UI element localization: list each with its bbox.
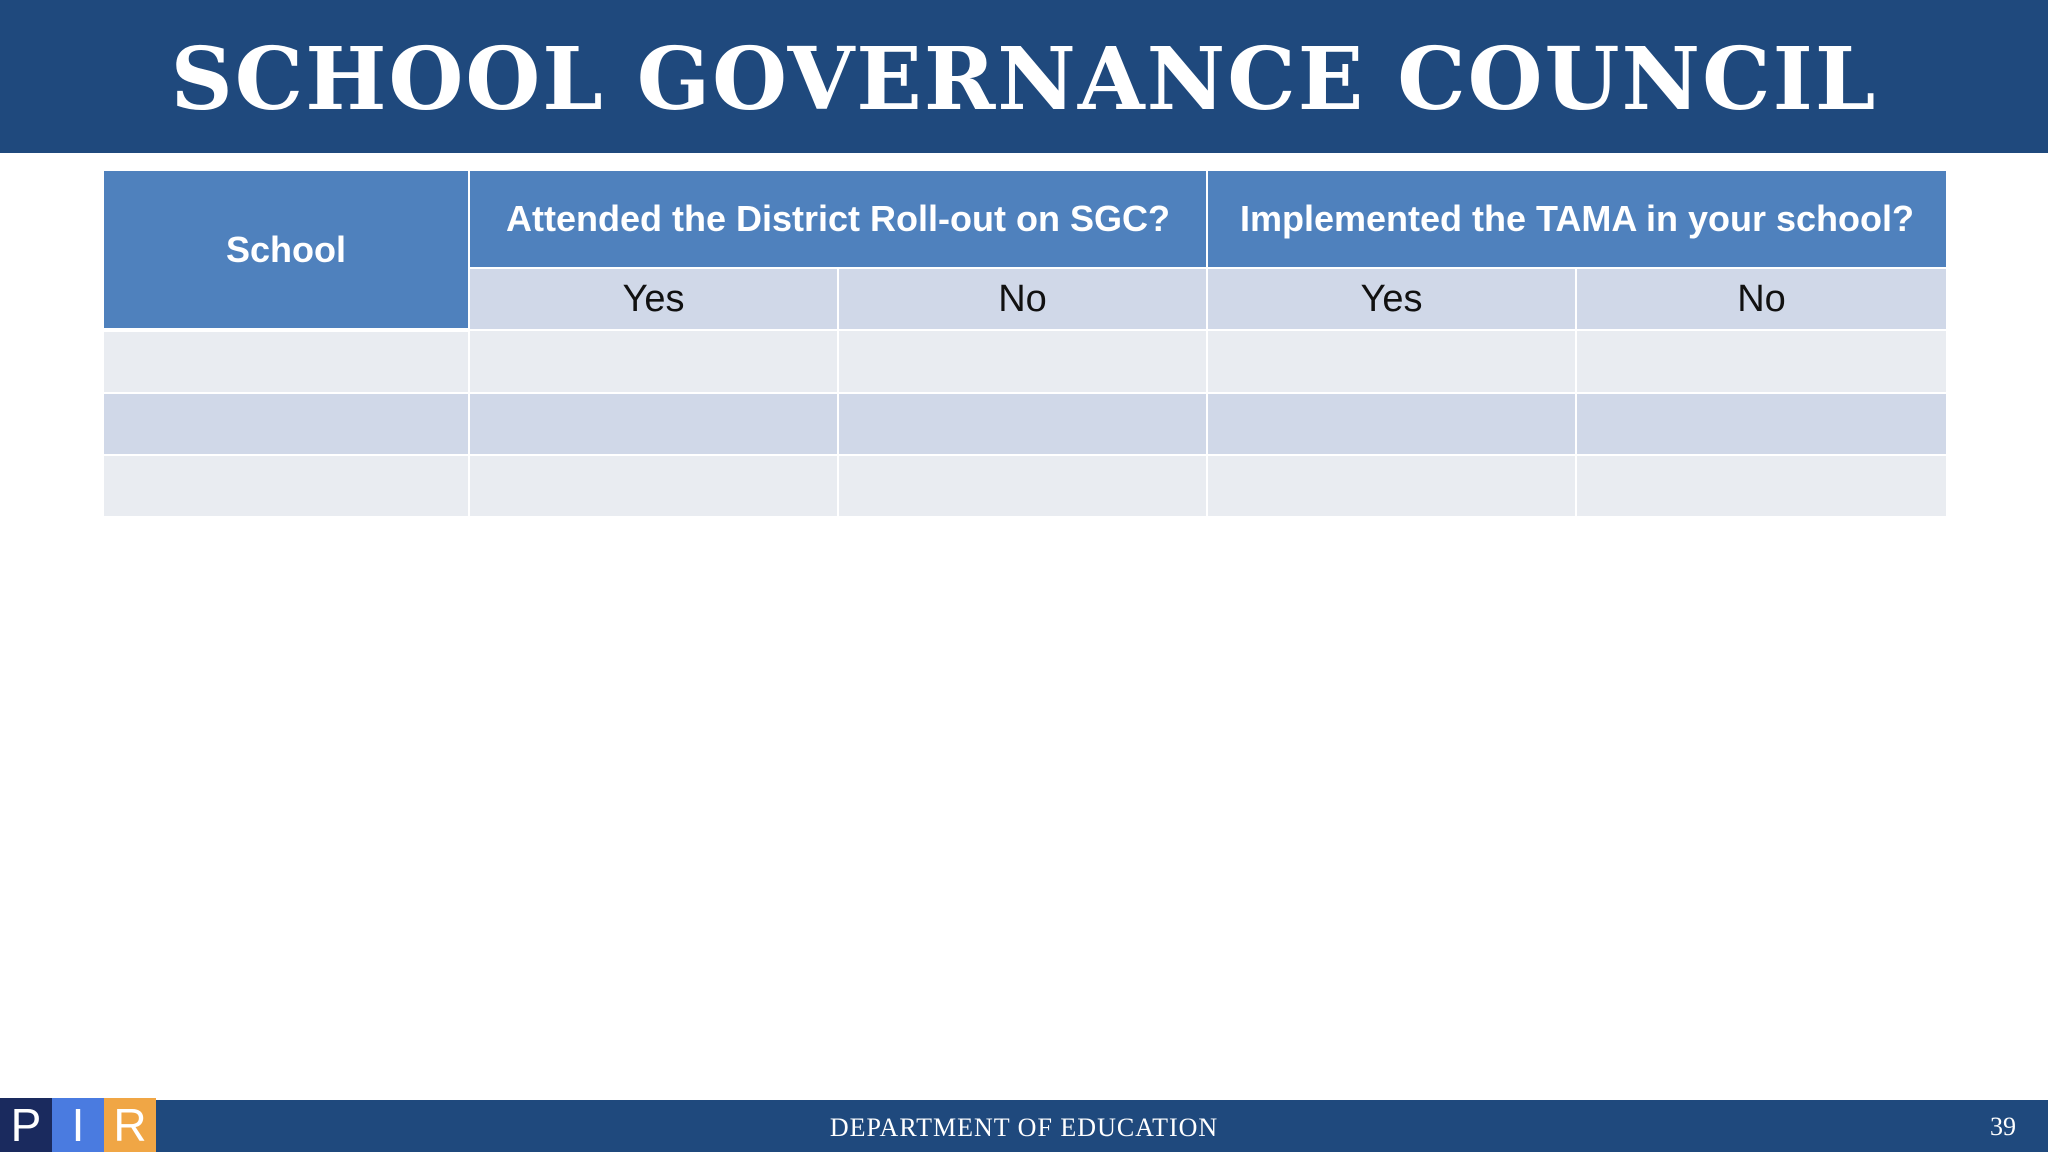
logo-letter-i: I (52, 1098, 104, 1152)
table-cell[interactable] (1576, 455, 1947, 517)
table-cell[interactable] (1207, 393, 1576, 455)
implemented-no-header: No (1576, 268, 1947, 330)
school-column-header: School (103, 170, 469, 330)
table-cell-school[interactable] (103, 393, 469, 455)
attended-yes-header: Yes (469, 268, 838, 330)
table-cell[interactable] (838, 330, 1207, 393)
table-cell[interactable] (469, 393, 838, 455)
page-number: 39 (1990, 1112, 2016, 1141)
logo-letter-r: R (104, 1098, 156, 1152)
table-cell[interactable] (1207, 330, 1576, 393)
governance-table (102, 169, 1948, 518)
implemented-tama-header: Implemented the TAMA in your school? (1207, 170, 1947, 268)
table-cell[interactable] (469, 455, 838, 517)
table-cell[interactable] (838, 393, 1207, 455)
table-cell[interactable] (838, 455, 1207, 517)
table-cell[interactable] (1576, 330, 1947, 393)
table-row (103, 393, 1947, 455)
table-row (103, 455, 1947, 517)
attended-no-header: No (838, 268, 1207, 330)
title-bar (0, 0, 2048, 153)
logo-letter-p: P (0, 1098, 52, 1152)
footer-department: DEPARTMENT OF EDUCATION (829, 1113, 1219, 1142)
table-cell[interactable] (1576, 393, 1947, 455)
table-cell[interactable] (1207, 455, 1576, 517)
table-cell-school[interactable] (103, 455, 469, 517)
table-cell[interactable] (469, 330, 838, 393)
attended-rollout-header: Attended the District Roll-out on SGC? (469, 170, 1207, 268)
slide-title: SCHOOL GOVERNANCE COUNCIL (170, 28, 1878, 130)
implemented-yes-header: Yes (1207, 268, 1576, 330)
table-row (103, 330, 1947, 393)
table-cell-school[interactable] (103, 330, 469, 393)
